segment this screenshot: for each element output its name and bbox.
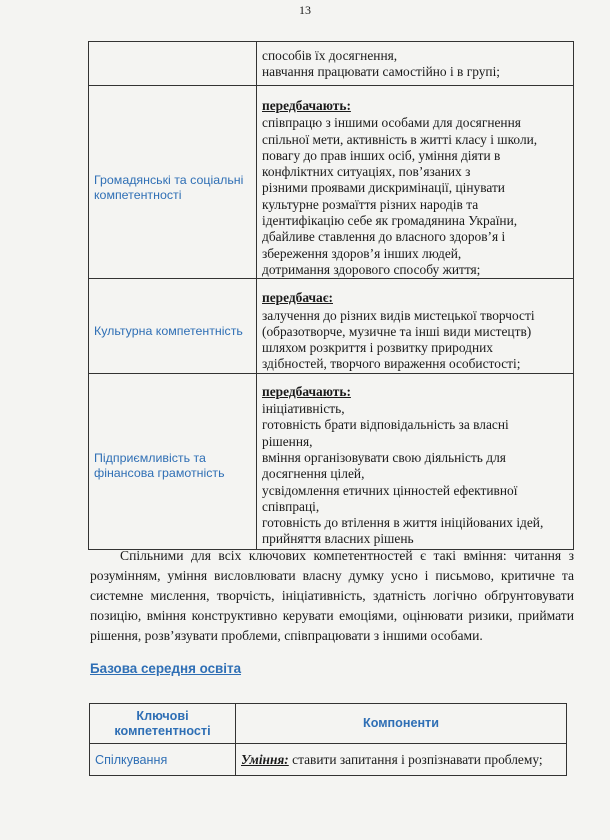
competence-name: Спілкування [90, 744, 236, 776]
description-line: рішення, [262, 433, 313, 449]
description-line: досягнення цілей, [262, 466, 365, 482]
description-line: збереження здоров’я інших людей, [262, 245, 462, 261]
common-skills-paragraph: Спільними для всіх ключових компетентностей є такі вміння: читання з розумінням, уміння висловлювати власну думку усно і письмово, критичне та системне мислення, творчість, ініціативність, здатність логічно обґрунтовувати позицію, вміння конструктивно керувати емоціями, оцінювати ризики, приймати рішення, розв’язувати проблеми, співпрацювати з іншими особами. [90, 548, 574, 643]
page-number: 13 [299, 3, 311, 17]
description-heading: передбачають: [262, 98, 351, 113]
competence-name: Культурна компетентність [89, 279, 257, 373]
table-row [89, 373, 574, 549]
description-line: вміння організовувати свою діяльність для [262, 449, 506, 465]
description-line: готовність брати відповідальність за власні [262, 417, 509, 433]
description-heading: передбачає: [262, 290, 333, 306]
description-line: готовність до втілення в життя ініційованих ідей, [262, 515, 544, 531]
description-line: співпраці, [262, 498, 320, 514]
description-line: ідентифікацію себе як громадянина України, [262, 213, 518, 229]
competence-name: Громадянські та соціальні компетентності [89, 86, 257, 279]
description-line: дотримання здорового способу життя; [262, 261, 481, 277]
description-line: (образотворче, музичне та інші види мистецтв) [262, 323, 532, 339]
table-row [90, 744, 567, 776]
description-line: різними проявами дискримінації, цінувати [262, 180, 505, 196]
description-line: способів їх досягнення, [262, 48, 398, 63]
description-line: усвідомлення етичних цінностей ефективної [262, 482, 518, 498]
table-row [89, 86, 574, 279]
competence-description [257, 42, 574, 86]
description-line: ініціативність, [262, 401, 345, 417]
competence-name: Підприємливість та фінансова грамотність [89, 373, 257, 549]
competence-components [236, 744, 567, 776]
table-row [89, 42, 574, 86]
description-line: навчання працювати самостійно і в групі; [262, 64, 501, 80]
description-line: культурне розмаїття різних народів та [262, 196, 479, 212]
description-line: конфліктних ситуаціях, пов’язаних з [262, 164, 471, 180]
description-line: дбайливе ставлення до власного здоров’я і [262, 229, 506, 245]
table-header-row [90, 704, 567, 744]
section-title: Базова середня освіта [90, 661, 242, 676]
description-line: шляхом розкриття і розвитку природних [262, 340, 494, 356]
skill-label: Уміння: [241, 751, 289, 767]
table-row [89, 279, 574, 373]
description-line: співпрацю з іншими особами для досягнення [262, 115, 521, 131]
competence-description [257, 279, 574, 373]
description-line: спільної мети, активність в житті класу і школи, [262, 131, 538, 147]
competence-table [88, 41, 574, 550]
description-heading: передбачають: [262, 383, 351, 399]
description-line: прийняття власних рішень [262, 531, 414, 547]
description-line: здібностей, творчого вираження особистості; [262, 356, 521, 372]
header-key-competences: Ключові компетентності [90, 704, 236, 744]
competence-description [257, 86, 574, 279]
competence-description [257, 373, 574, 549]
skill-text: ставити запитання і розпізнавати проблему; [288, 751, 543, 767]
description-line: повагу до прав інших осіб, уміння діяти в [262, 147, 501, 163]
description-line: залучення до різних видів мистецької творчості [262, 307, 535, 323]
basic-education-table [89, 703, 567, 776]
competence-name [89, 42, 257, 86]
header-components: Компоненти [236, 704, 567, 744]
